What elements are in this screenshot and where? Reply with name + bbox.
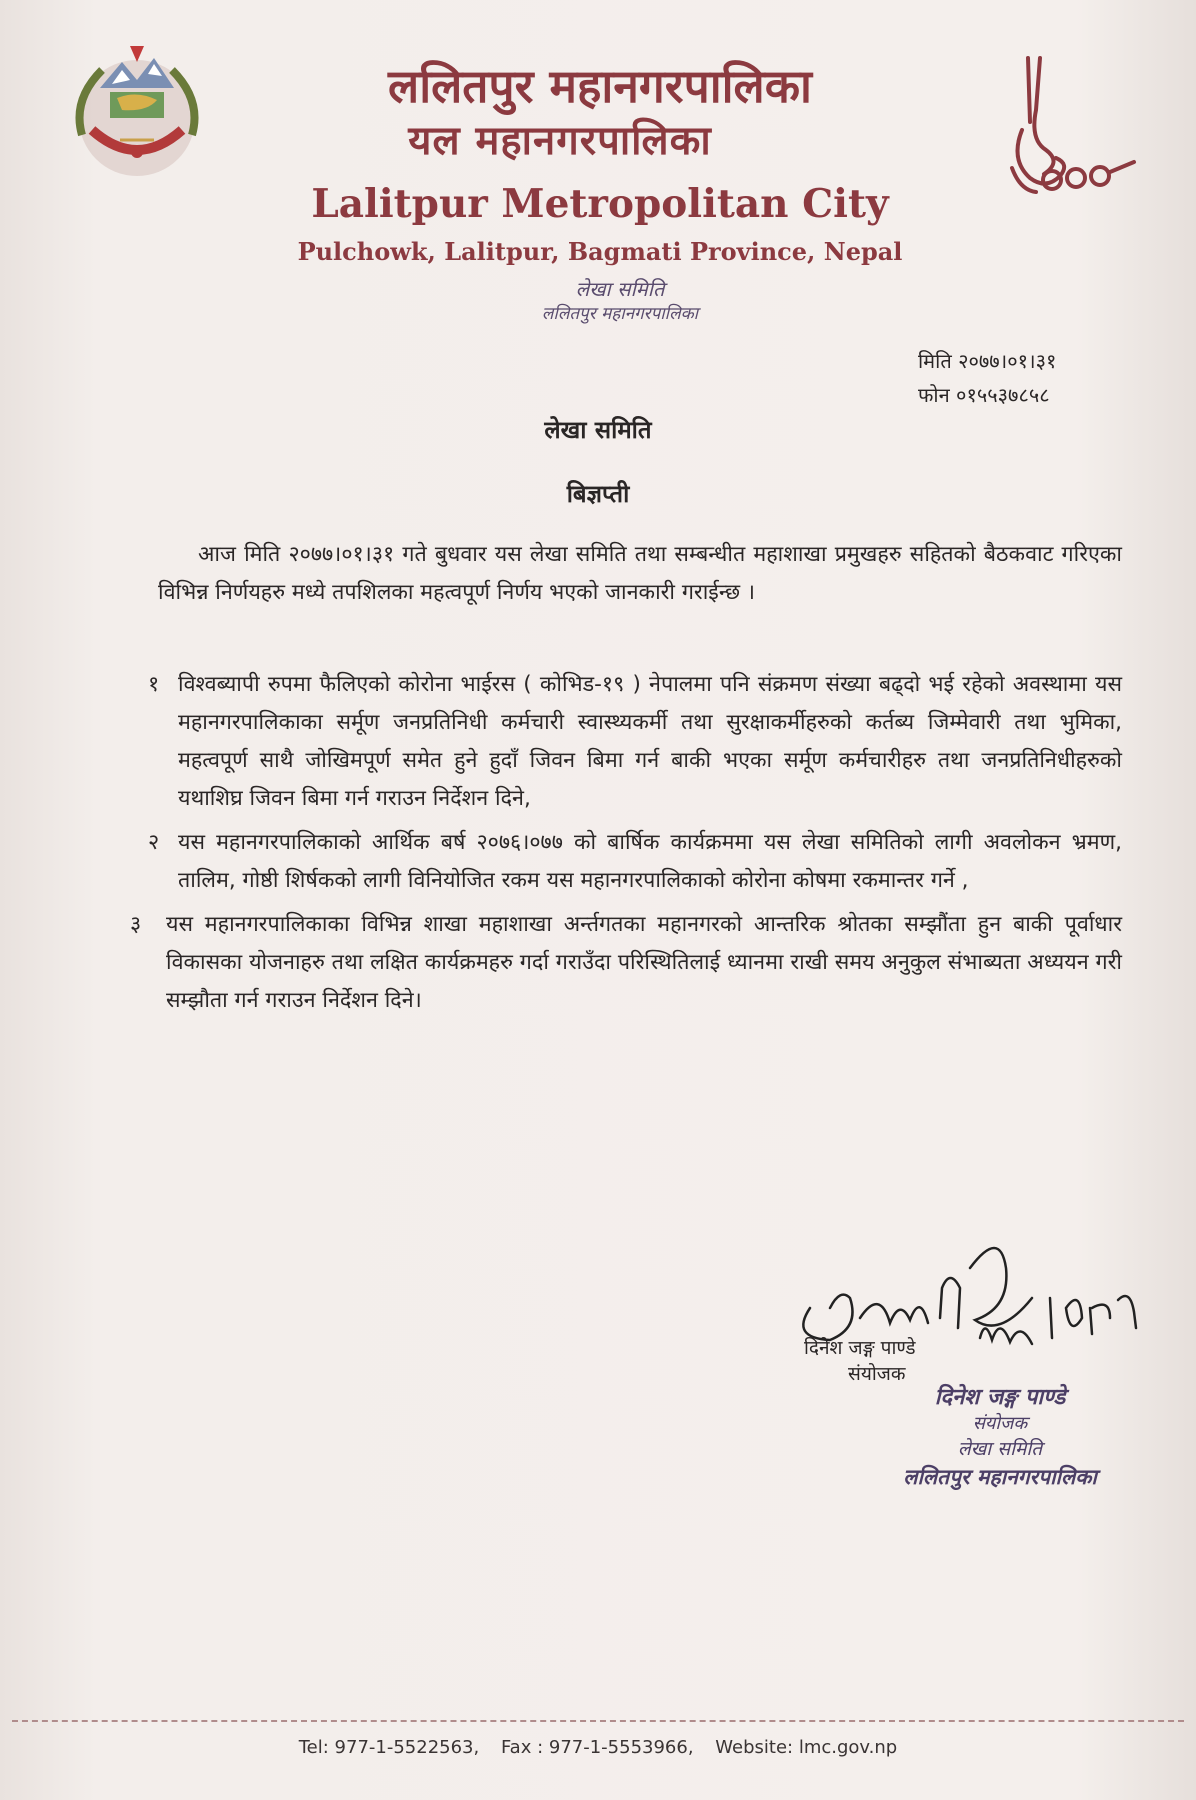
signature-stamp [840,1384,1160,1492]
footer-fax: Fax : 977-1-5553966, [500,1737,694,1758]
nepal-emblem-icon [62,40,212,190]
stamp-office: ललितपुर महानगरपालिका [903,1465,1097,1489]
stamp-role: संयोजक [972,1413,1028,1434]
stamp-committee: लेखा समिति [957,1438,1043,1460]
stamp-name: दिनेश जङ्ग पाण्डे [934,1385,1066,1410]
header-committee-stamp [480,276,760,326]
committee-heading: लेखा समिति [544,416,652,444]
decision-list [130,666,1122,1026]
footer-tel: Tel: 977-1-5522563, [298,1737,480,1758]
footer-divider [12,1720,1184,1722]
header-stamp-line1: लेखा समिति [575,277,665,301]
date-phone-block [918,344,1138,412]
intro-paragraph: आज मिति २०७७।०१।३१ गते बुधवार यस लेखा समिति तथा सम्बन्धीत महाशाखा प्रमुखहरु सहितको बैठकवाट गरिएका विभिन्न निर्णयहरु मध्ये तपशिलका महत्वपूर्ण निर्णय भएको जानकारी गराईन्छ । [158,542,1122,605]
letter-phone: फोन ०१५५३७८५८ [918,383,1050,407]
list-item [130,906,1122,1020]
list-item [130,824,1122,900]
letter-date: मिति २०७७।०१।३१ [918,349,1057,373]
header-title-nepali: ललितपुर महानगरपालिका [388,59,812,113]
footer-contact [0,1736,1196,1760]
list-item-text: यस महानगरपालिकाको आर्थिक बर्ष २०७६।०७७ को बार्षिक कार्यक्रममा यस लेखा समितिको लागी अवलोकन भ्रमण, तालिम, गोष्ठी शिर्षकको लागी विनियोजित रकम यस महानगरपालिकाको कोरोना कोषमा रकमान्तर गर्ने , [178,830,1122,893]
header-title-english: Lalitpur Metropolitan City [311,181,889,227]
list-item-text: विश्वब्यापी रुपमा फैलिएको कोरोना भाईरस ( कोभिड-१९ ) नेपालमा पनि संक्रमण संख्या बढ्दो भई रहेको अवस्थामा यस महानगरपालिकाका सर्मूण जनप्रतिनिधी कर्मचारी स्वास्थ्यकर्मी तथा सुरक्षाकर्मीहरुको कर्तब्य जिम्मेवारी तथा भुमिका, महत्वपूर्ण साथै जोखिमपूर्ण समेत हुने हुदाँ जिवन बिमा गर्न बाकी भएका सर्मूण कर्मचारीहरु तथा जनप्रतिनिधीहरुको यथाशिघ्र जिवन बिमा गर्न गराउन निर्देशन दिने, [178,672,1122,811]
header-address: Pulchowk, Lalitpur, Bagmati Province, Nepal [297,237,903,266]
signatory-role: संयोजक [848,1363,906,1385]
notice-heading: बिज्ञप्ती [566,480,630,508]
footer-website[interactable]: Website: lmc.gov.np [715,1737,898,1758]
header-title-newari: यल महानगरपालिका [408,117,712,164]
list-item-number: ३ [130,912,142,937]
list-item-number: २ [148,830,160,855]
header-stamp-line2: ललितपुर महानगरपालिका [541,304,699,324]
list-item-number: १ [148,672,160,697]
pen-knot-logo-icon [1000,50,1140,200]
list-item [130,666,1122,818]
list-item-text: यस महानगरपालिकाका विभिन्न शाखा महाशाखा अर्न्तगतका महानगरको आन्तरिक श्रोतका सम्झौंता हुन बाकी पूर्वाधार विकासका योजनाहरु तथा लक्षित कार्यक्रमहरु गर्दा गराउँदा परिस्थितिलाई ध्यानमा राखी समय अनुकुल संभाब्यता अध्ययन गरी सम्झौता गर्न गराउन निर्देशन दिने। [166,912,1122,1013]
signatory-name: दिनेश जङ्ग पाण्डे [804,1337,916,1359]
